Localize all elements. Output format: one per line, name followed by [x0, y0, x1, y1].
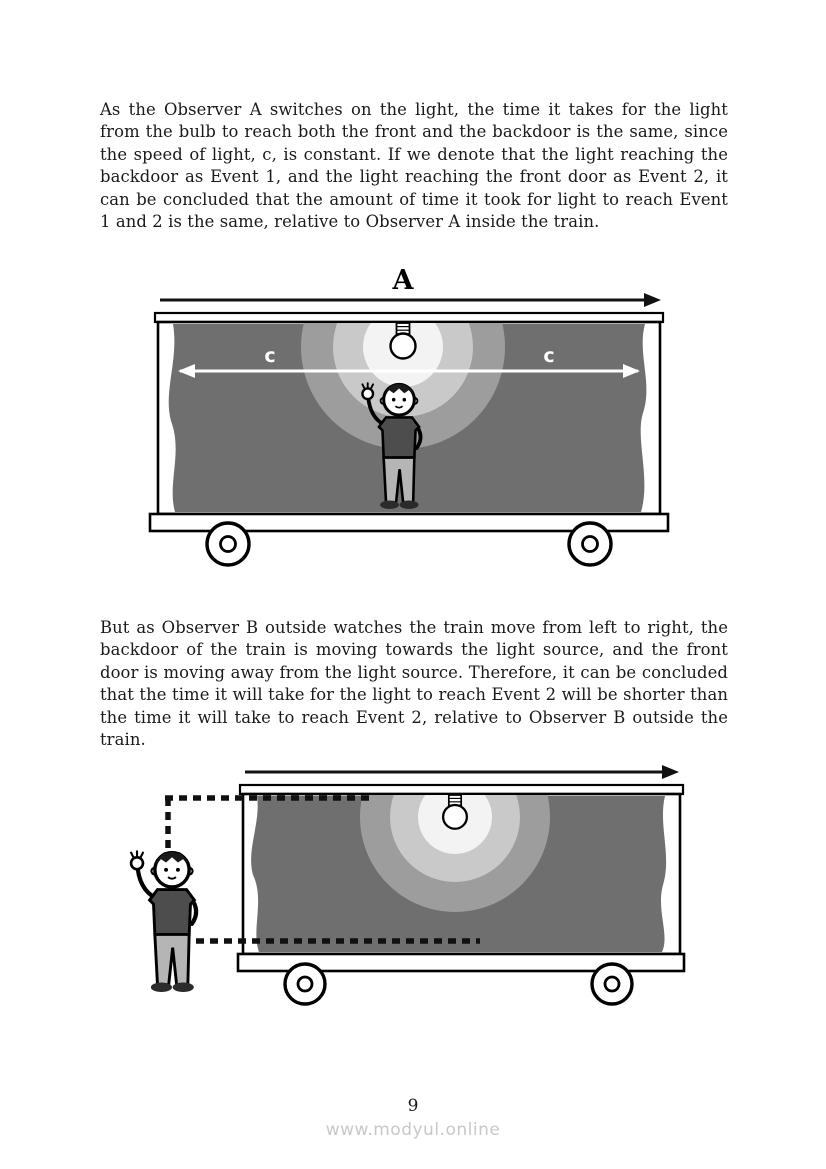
- train-direction-arrow: [245, 765, 679, 779]
- arrowhead-right-icon: [644, 293, 661, 307]
- observer-b-figure: [131, 851, 196, 992]
- train-wheel-right: [569, 523, 611, 565]
- train-roof-rail: [155, 313, 663, 322]
- paragraph-observer-b: But as Observer B outside watches the train move from left to right, the backdoor of the train is moving towards the light source, and the front door is moving away from the light source. Therefore, it can be concluded that the time it will take for the light to reach Event 2 will be shorter than the time it will take to reach Event 2, relative to Observer B outside the train.: [100, 618, 728, 750]
- watermark: www.modyul.online: [325, 1120, 501, 1140]
- diagram-train-observer-a: [140, 263, 680, 575]
- paragraph-observer-a: As the Observer A switches on the light, the time it takes for the light from the bulb to reach both the front and the backdoor is the same, since the speed of light, c, is constant. If we denote that the light reaching the backdoor as Event 1, and the light reaching the front door as Event 2, it can be concluded that the amount of time it took for light to reach Event 1 and 2 is the same, relative to Observer A inside the train.: [100, 100, 728, 232]
- page-number: 9: [407, 1096, 419, 1116]
- light-speed-label-left: c: [264, 345, 276, 367]
- diagram-train-observer-b: [120, 755, 700, 1011]
- train-direction-label: A: [392, 265, 414, 296]
- train-wheel-left: [207, 523, 249, 565]
- train-wheel-left: [285, 964, 325, 1004]
- train-roof-rail: [240, 785, 683, 794]
- train-wheel-right: [592, 964, 632, 1004]
- light-speed-label-right: c: [543, 345, 555, 367]
- arrowhead-right-icon: [662, 765, 679, 779]
